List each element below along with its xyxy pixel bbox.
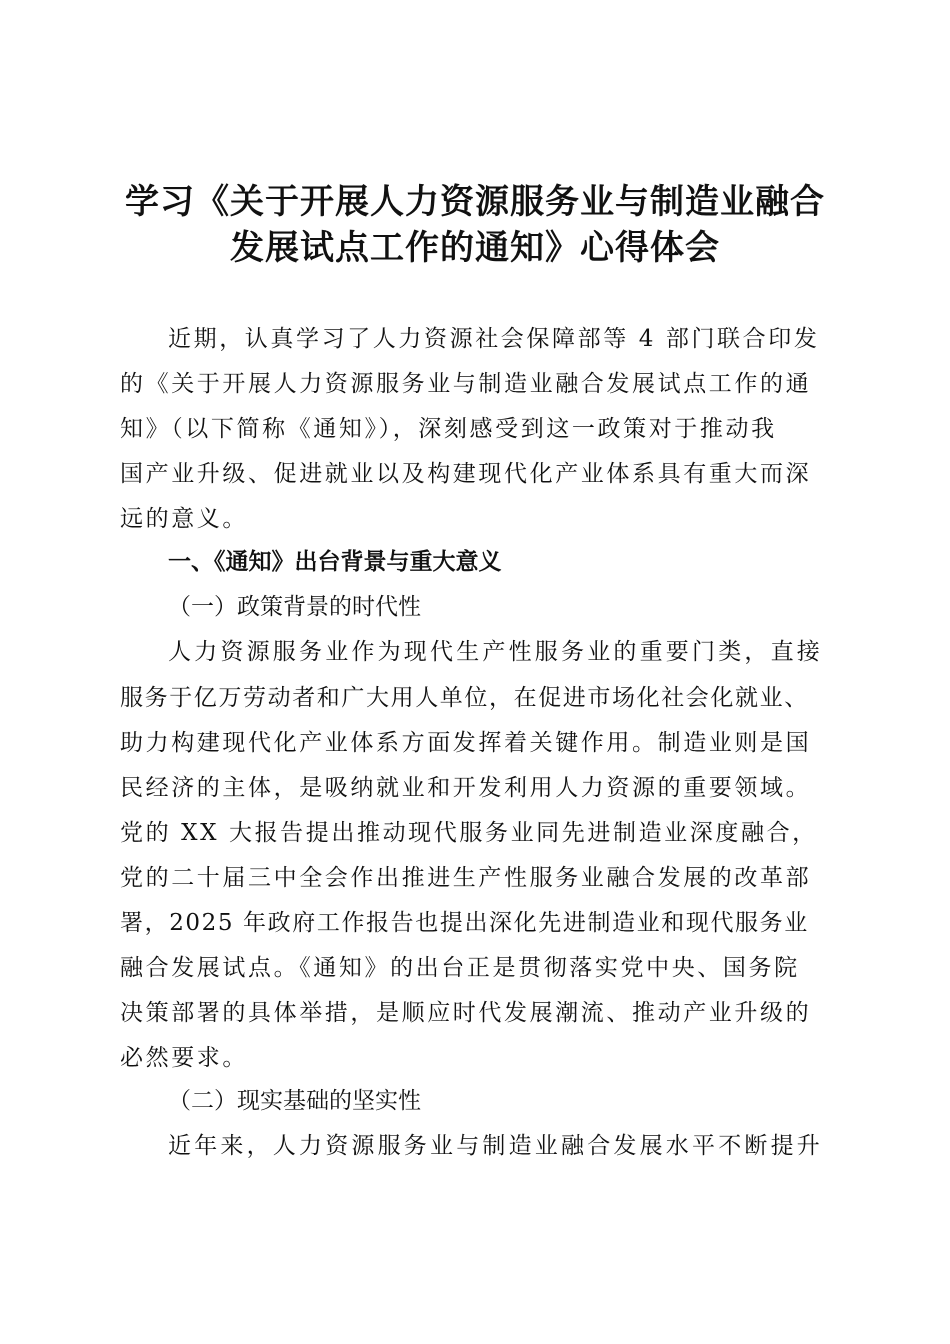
body-paragraph-line: 党的二十届三中全会作出推进生产性服务业融合发展的改革部 xyxy=(120,865,812,891)
body-paragraph-line: 人力资源服务业作为现代生产性服务业的重要门类，直接 xyxy=(168,639,823,665)
document-title-line-2: 发展试点工作的通知》心得体会 xyxy=(230,228,720,268)
body-paragraph-line: 服务于亿万劳动者和广大用人单位，在促进市场化社会化就业、 xyxy=(120,685,809,711)
intro-paragraph-line: 远的意义。 xyxy=(120,506,248,532)
intro-paragraph-line: 国产业升级、促进就业以及构建现代化产业体系具有重大而深 xyxy=(120,461,812,487)
subsection-heading: （一）政策背景的时代性 xyxy=(168,594,421,620)
body-paragraph-line: 党的 XX 大报告提出推动现代服务业同先进制造业深度融合， xyxy=(120,820,818,846)
body-paragraph-line: 署，2025 年政府工作报告也提出深化先进制造业和现代服务业 xyxy=(120,910,809,936)
intro-paragraph-line: 近期，认真学习了人力资源社会保障部等 4 部门联合印发 xyxy=(168,326,820,352)
section-heading: 一、《通知》出台背景与重大意义 xyxy=(168,549,502,575)
body-paragraph-line: 民经济的主体，是吸纳就业和开发利用人力资源的重要领域。 xyxy=(120,775,812,801)
intro-paragraph-line: 的《关于开展人力资源服务业与制造业融合发展试点工作的通 xyxy=(120,371,812,397)
body-paragraph-line: 融合发展试点。《通知》的出台正是贯彻落实党中央、国务院 xyxy=(120,955,800,981)
body-paragraph-line: 助力构建现代化产业体系方面发挥着关键作用。制造业则是国 xyxy=(120,730,812,756)
intro-paragraph-line: 知》（以下简称《通知》），深刻感受到这一政策对于推动我 xyxy=(120,416,777,442)
subsection-heading: （二）现实基础的坚实性 xyxy=(168,1088,421,1114)
body-paragraph-line: 必然要求。 xyxy=(120,1045,248,1071)
body-paragraph-line: 决策部署的具体举措，是顺应时代发展潮流、推动产业升级的 xyxy=(120,1000,812,1026)
body-paragraph-line: 近年来，人力资源服务业与制造业融合发展水平不断提升 xyxy=(168,1133,823,1159)
document-title-line-1: 学习《关于开展人力资源服务业与制造业融合 xyxy=(125,182,825,222)
